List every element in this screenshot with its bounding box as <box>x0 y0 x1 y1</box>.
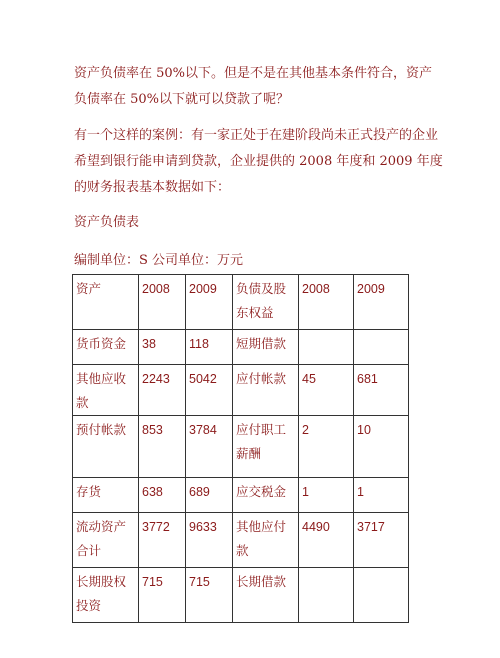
table-cell: 681 <box>354 365 409 416</box>
paragraph-case-description: 有一个这样的案例：有一家正处于在建阶段尚未正式投产的企业希望到银行能申请到贷款，企业提供的 2008 年度和 2009 年度的财务报表基本数据如下： <box>74 128 443 195</box>
table-cell: 1 <box>354 478 409 513</box>
table-cell: 流动资产合计 <box>73 513 139 568</box>
table-cell: 2009 <box>354 275 409 330</box>
table-row <box>73 478 409 513</box>
unit-note: 编制单位：S 公司单位：万元 <box>74 253 244 268</box>
table-row <box>73 365 409 416</box>
table-cell: 689 <box>186 478 233 513</box>
table-row <box>73 416 409 478</box>
table-cell: 预付帐款 <box>73 416 139 478</box>
table-cell: 5042 <box>186 365 233 416</box>
table-cell: 715 <box>139 568 186 623</box>
table-cell: 应付帐款 <box>233 365 299 416</box>
table-cell: 其他应付款 <box>233 513 299 568</box>
table-cell: 3717 <box>354 513 409 568</box>
table-cell: 应付职工薪酬 <box>233 416 299 478</box>
table-cell: 负债及股东权益 <box>233 275 299 330</box>
table-cell: 38 <box>139 330 186 365</box>
balance-sheet-body <box>73 275 409 623</box>
table-cell: 4490 <box>299 513 354 568</box>
table-cell: 10 <box>354 416 409 478</box>
table-cell <box>354 330 409 365</box>
table-cell <box>299 330 354 365</box>
table-cell: 存货 <box>73 478 139 513</box>
table-cell: 638 <box>139 478 186 513</box>
table-row <box>73 330 409 365</box>
table-cell: 3784 <box>186 416 233 478</box>
table-cell: 2 <box>299 416 354 478</box>
table-header-row <box>73 275 409 330</box>
table-cell: 118 <box>186 330 233 365</box>
table-cell: 715 <box>186 568 233 623</box>
table-row <box>73 513 409 568</box>
table-cell: 9633 <box>186 513 233 568</box>
table-cell: 2009 <box>186 275 233 330</box>
table-cell: 3772 <box>139 513 186 568</box>
table-cell: 2008 <box>139 275 186 330</box>
balance-sheet-heading: 资产负债表 <box>74 215 140 230</box>
table-cell: 1 <box>299 478 354 513</box>
paragraph-debt-ratio-question: 资产负债率在 50%以下。但是不是在其他基本条件符合，资产负债率在 50%以下就可以贷款了呢？ <box>74 66 433 107</box>
table-cell: 短期借款 <box>233 330 299 365</box>
table-cell: 853 <box>139 416 186 478</box>
table-cell: 资产 <box>73 275 139 330</box>
table-cell: 应交税金 <box>233 478 299 513</box>
table-cell <box>299 568 354 623</box>
table-cell: 2243 <box>139 365 186 416</box>
table-cell: 长期股权投资 <box>73 568 139 623</box>
table-cell <box>354 568 409 623</box>
table-cell: 长期借款 <box>233 568 299 623</box>
table-cell: 45 <box>299 365 354 416</box>
table-cell: 其他应收款 <box>73 365 139 416</box>
table-row <box>73 568 409 623</box>
table-cell: 货币资金 <box>73 330 139 365</box>
balance-sheet-table <box>72 274 409 623</box>
table-cell: 2008 <box>299 275 354 330</box>
